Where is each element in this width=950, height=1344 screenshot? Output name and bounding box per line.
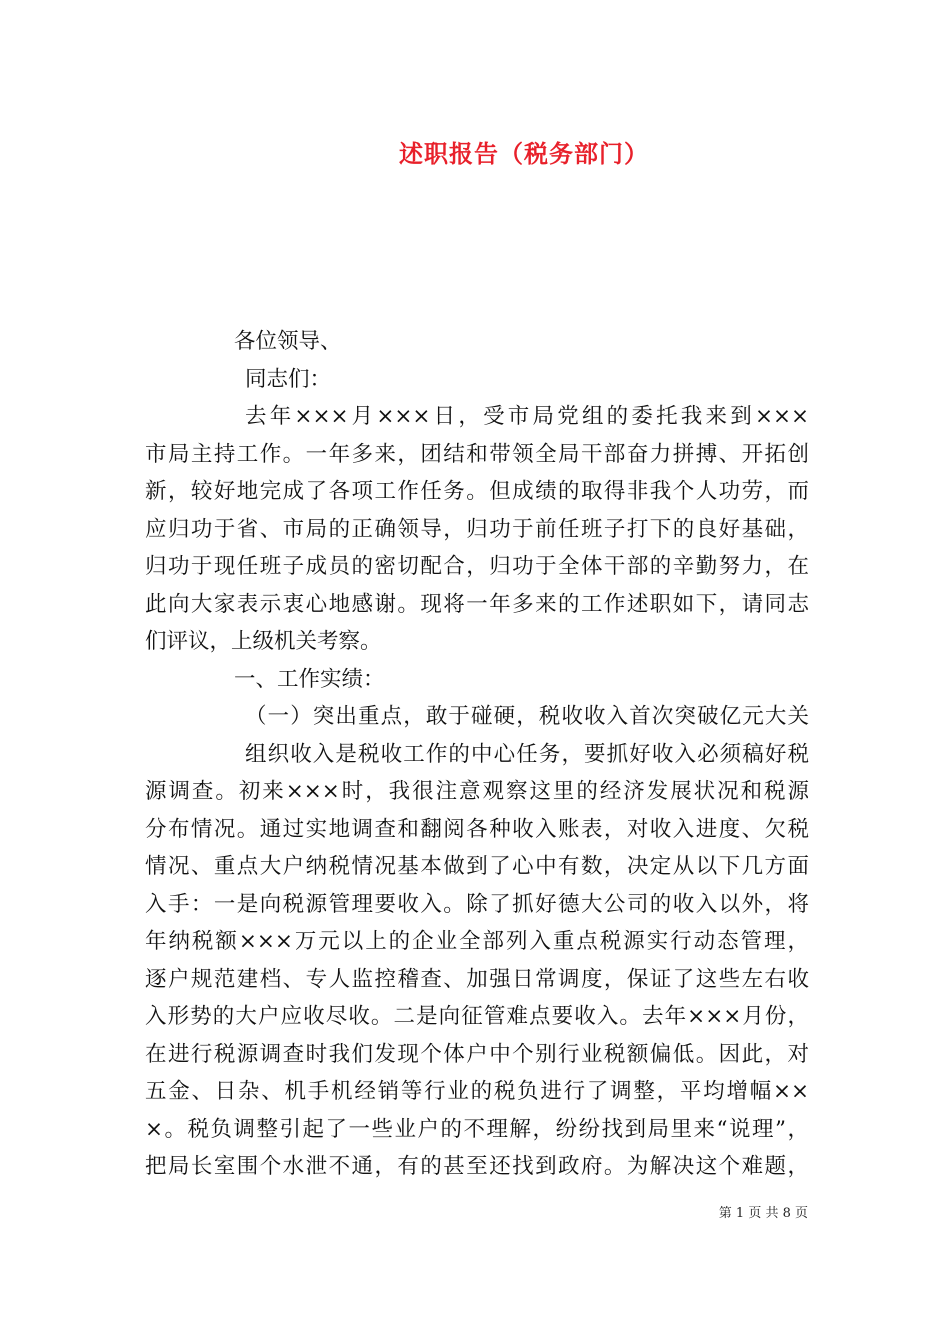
body-line: 归功于现任班子成员的密切配合，归功于全体干部的辛勤努力，在 [145,554,809,579]
body-line: 市局主持工作。一年多来，团结和带领全局干部奋力拼搏、开拓创 [145,441,809,467]
body-line: 五金、日杂、机手机经销等行业的税负进行了调整，平均增幅×× [145,1079,809,1104]
body-line: 组织收入是税收工作的中心任务，要抓好收入必须稿好税 [245,741,809,767]
body-line: 分布情况。通过实地调查和翻阅各种收入账表，对收入进度、欠税 [145,816,809,842]
body-line: 们评议，上级机关考察。 [145,629,382,654]
body-line: 情况、重点大户纳税情况基本做到了心中有数，决定从以下几方面 [145,854,809,879]
body-line: 此向大家表示衷心地感谢。现将一年多来的工作述职如下，请同志 [145,591,809,617]
body-line: 逐户规范建档、专人监控稽查、加强日常调度，保证了这些左右收 [145,966,809,992]
body-line: 入形势的大户应收尽收。二是向征管难点要收入。去年×××月份， [145,1004,809,1029]
body-line: 各位领导、 [234,329,342,354]
body-line: 同志们： [245,366,332,392]
body-line: 在进行税源调查时我们发现个体户中个别行业税额偏低。因此，对 [145,1041,809,1067]
body-line: ×。税负调整引起了一些业户的不理解，纷纷找到局里来“说理”， [145,1116,809,1142]
body-line: 源调查。初来×××时，我很注意观察这里的经济发展状况和税源 [145,779,809,804]
body-line: 新，较好地完成了各项工作任务。但成绩的取得非我个人功劳，而 [145,479,809,504]
document-title: 述职报告（税务部门） [399,139,649,168]
page-number-label: 第 1 页 共 8 页 [718,1206,808,1221]
body-line: 年纳税额×××万元以上的企业全部列入重点税源实行动态管理， [145,929,809,954]
body-line: （一）突出重点，敢于碰硬，税收收入首次突破亿元大关 [245,704,809,729]
body-line: 把局长室围个水泄不通，有的甚至还找到政府。为解决这个难题， [145,1154,809,1179]
document-body [145,323,809,1186]
body-line: 入手：一是向税源管理要收入。除了抓好德大公司的收入以外，将 [145,891,809,917]
body-line: 去年×××月×××日，受市局党组的委托我来到××× [245,404,809,429]
body-line: 一、工作实绩： [234,666,385,692]
body-line: 应归功于省、市局的正确领导，归功于前任班子打下的良好基础， [145,516,809,542]
